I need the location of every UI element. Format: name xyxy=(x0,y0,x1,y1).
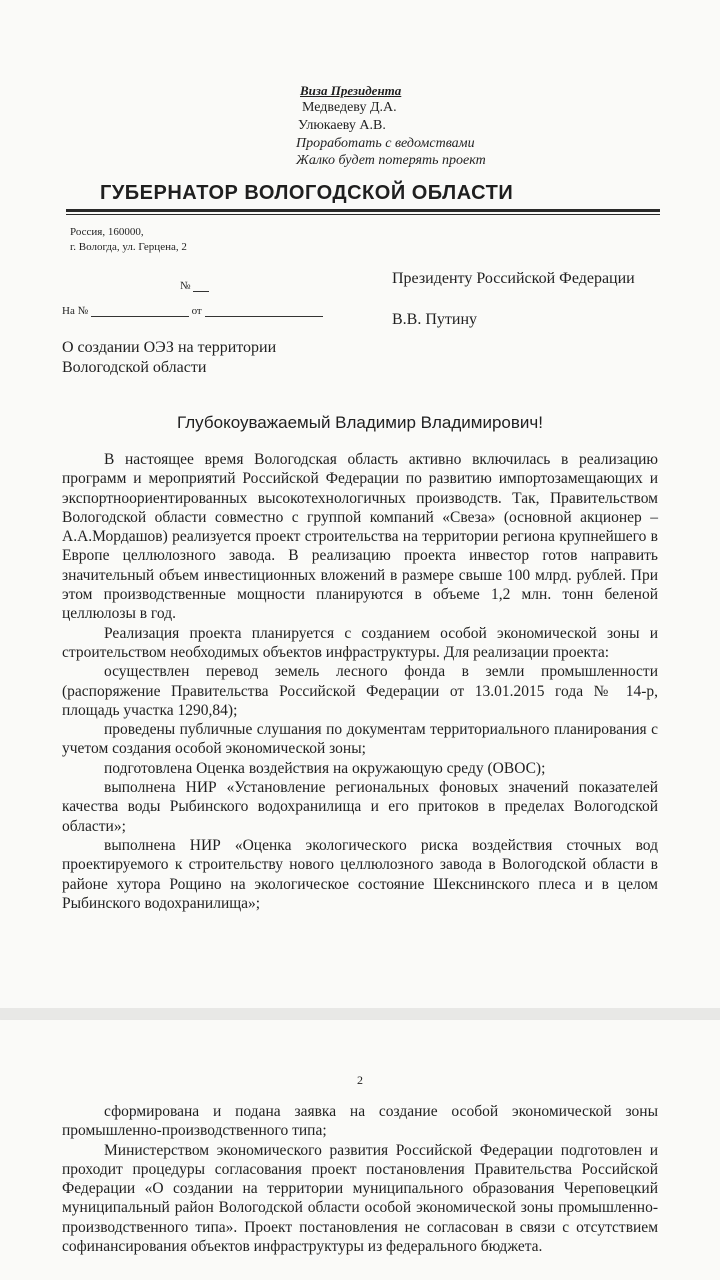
body-paragraph: Реализация проекта планируется с созданием особой экономической зоны и строительством необходимых объектов инфраструктуры. Для реализации проекта: xyxy=(62,624,658,661)
greeting: Глубокоуважаемый Владимир Владимирович! xyxy=(177,413,543,432)
body-paragraph: сформирована и подана заявка на создание особой экономической зоны промышленно-производственного типа; xyxy=(62,1103,658,1140)
address-line-1: Россия, 160000, xyxy=(70,226,144,238)
letter-body xyxy=(62,450,658,913)
recipient-line-1: Президенту Российской Федерации xyxy=(392,270,635,287)
ref-label: На № xyxy=(62,305,89,317)
body-paragraph: выполнена НИР «Установление региональных фоновых значений показателей качества воды Рыбинского водохранилища и его притоков в пределах Вологодской области»; xyxy=(62,779,658,835)
visa-line-3: Проработать с ведомствами xyxy=(296,136,475,151)
outgoing-number-row xyxy=(180,280,209,292)
visa-line-1: Медведеву Д.А. xyxy=(302,100,397,115)
header-rule-thick xyxy=(66,209,660,212)
header-rule-thin xyxy=(66,214,660,215)
number-mark: № xyxy=(180,280,191,292)
body-paragraph: Министерством экономического развития Российской Федерации подготовлен и проходит процедуры согласования проект постановления Правительства Российской Федерации «О создании на территории муниципального образования Череповецкий муниципальный район Вологодской области особой экономической зоны промышленно-производственного типа». Проект постановления не согласован в связи с отсутствием софинансирования объектов инфраструктуры из федерального бюджета. xyxy=(62,1141,658,1256)
visa-line-4: Жалко будет потерять проект xyxy=(296,153,486,168)
subject-line-2: Вологодской области xyxy=(62,359,207,376)
ref-date-blank xyxy=(205,306,323,317)
visa-line-2: Улюкаеву А.В. xyxy=(298,118,386,133)
number-blank xyxy=(193,281,209,292)
body-paragraph: проведены публичные слушания по документам территориального планирования с учетом создания особой экономической зоны; xyxy=(62,721,658,758)
body-paragraph: осуществлен перевод земель лесного фонда в земли промышленности (распоряжение Правительства Российской Федерации от 13.01.2015 года № 14-р, площадь участка 1290,84); xyxy=(62,663,658,719)
ref-from-label: от xyxy=(191,305,202,317)
recipient-line-2: В.В. Путину xyxy=(392,311,478,328)
letter-body-page-2 xyxy=(62,1102,658,1256)
ref-number-blank xyxy=(91,306,189,317)
body-paragraph: В настоящее время Вологодская область активно включилась в реализацию программ и мероприятий Российской Федерации по развитию импортозамещающих и экспортноориентированных высокотехнологичных производств. Так, Правительством Вологодской области совместно с группой компаний «Свеза» (основной акционер – А.А.Мордашов) реализуется проект строительства на территории региона крупнейшего в Европе целлюлозного завода. В реализацию проекта инвестор готов направить значительный объем инвестиционных вложений в размере свыше 100 млрд. рублей. При этом производственные мощности планируются в объеме 1,2 млн. тонн беленой целлюлозы в год. xyxy=(62,451,658,623)
reference-row xyxy=(62,305,323,317)
body-paragraph: подготовлена Оценка воздействия на окружающую среду (ОВОС); xyxy=(104,759,546,777)
address-line-2: г. Вологда, ул. Герцена, 2 xyxy=(70,241,187,253)
subject-line-1: О создании ОЭЗ на территории xyxy=(62,339,277,356)
governor-title: ГУБЕРНАТОР ВОЛОГОДСКОЙ ОБЛАСТИ xyxy=(100,182,514,204)
body-paragraph: выполнена НИР «Оценка экологического риска воздействия сточных вод проектируемого к строительству нового целлюлозного завода в Вологодской области в районе хутора Рощино на экологическое состояние Шекснинского плеса и в целом Рыбинского водохранилища»; xyxy=(62,836,658,912)
page-gap xyxy=(0,1008,720,1020)
visa-title: Виза Президента xyxy=(300,83,402,98)
page-number: 2 xyxy=(357,1073,363,1087)
